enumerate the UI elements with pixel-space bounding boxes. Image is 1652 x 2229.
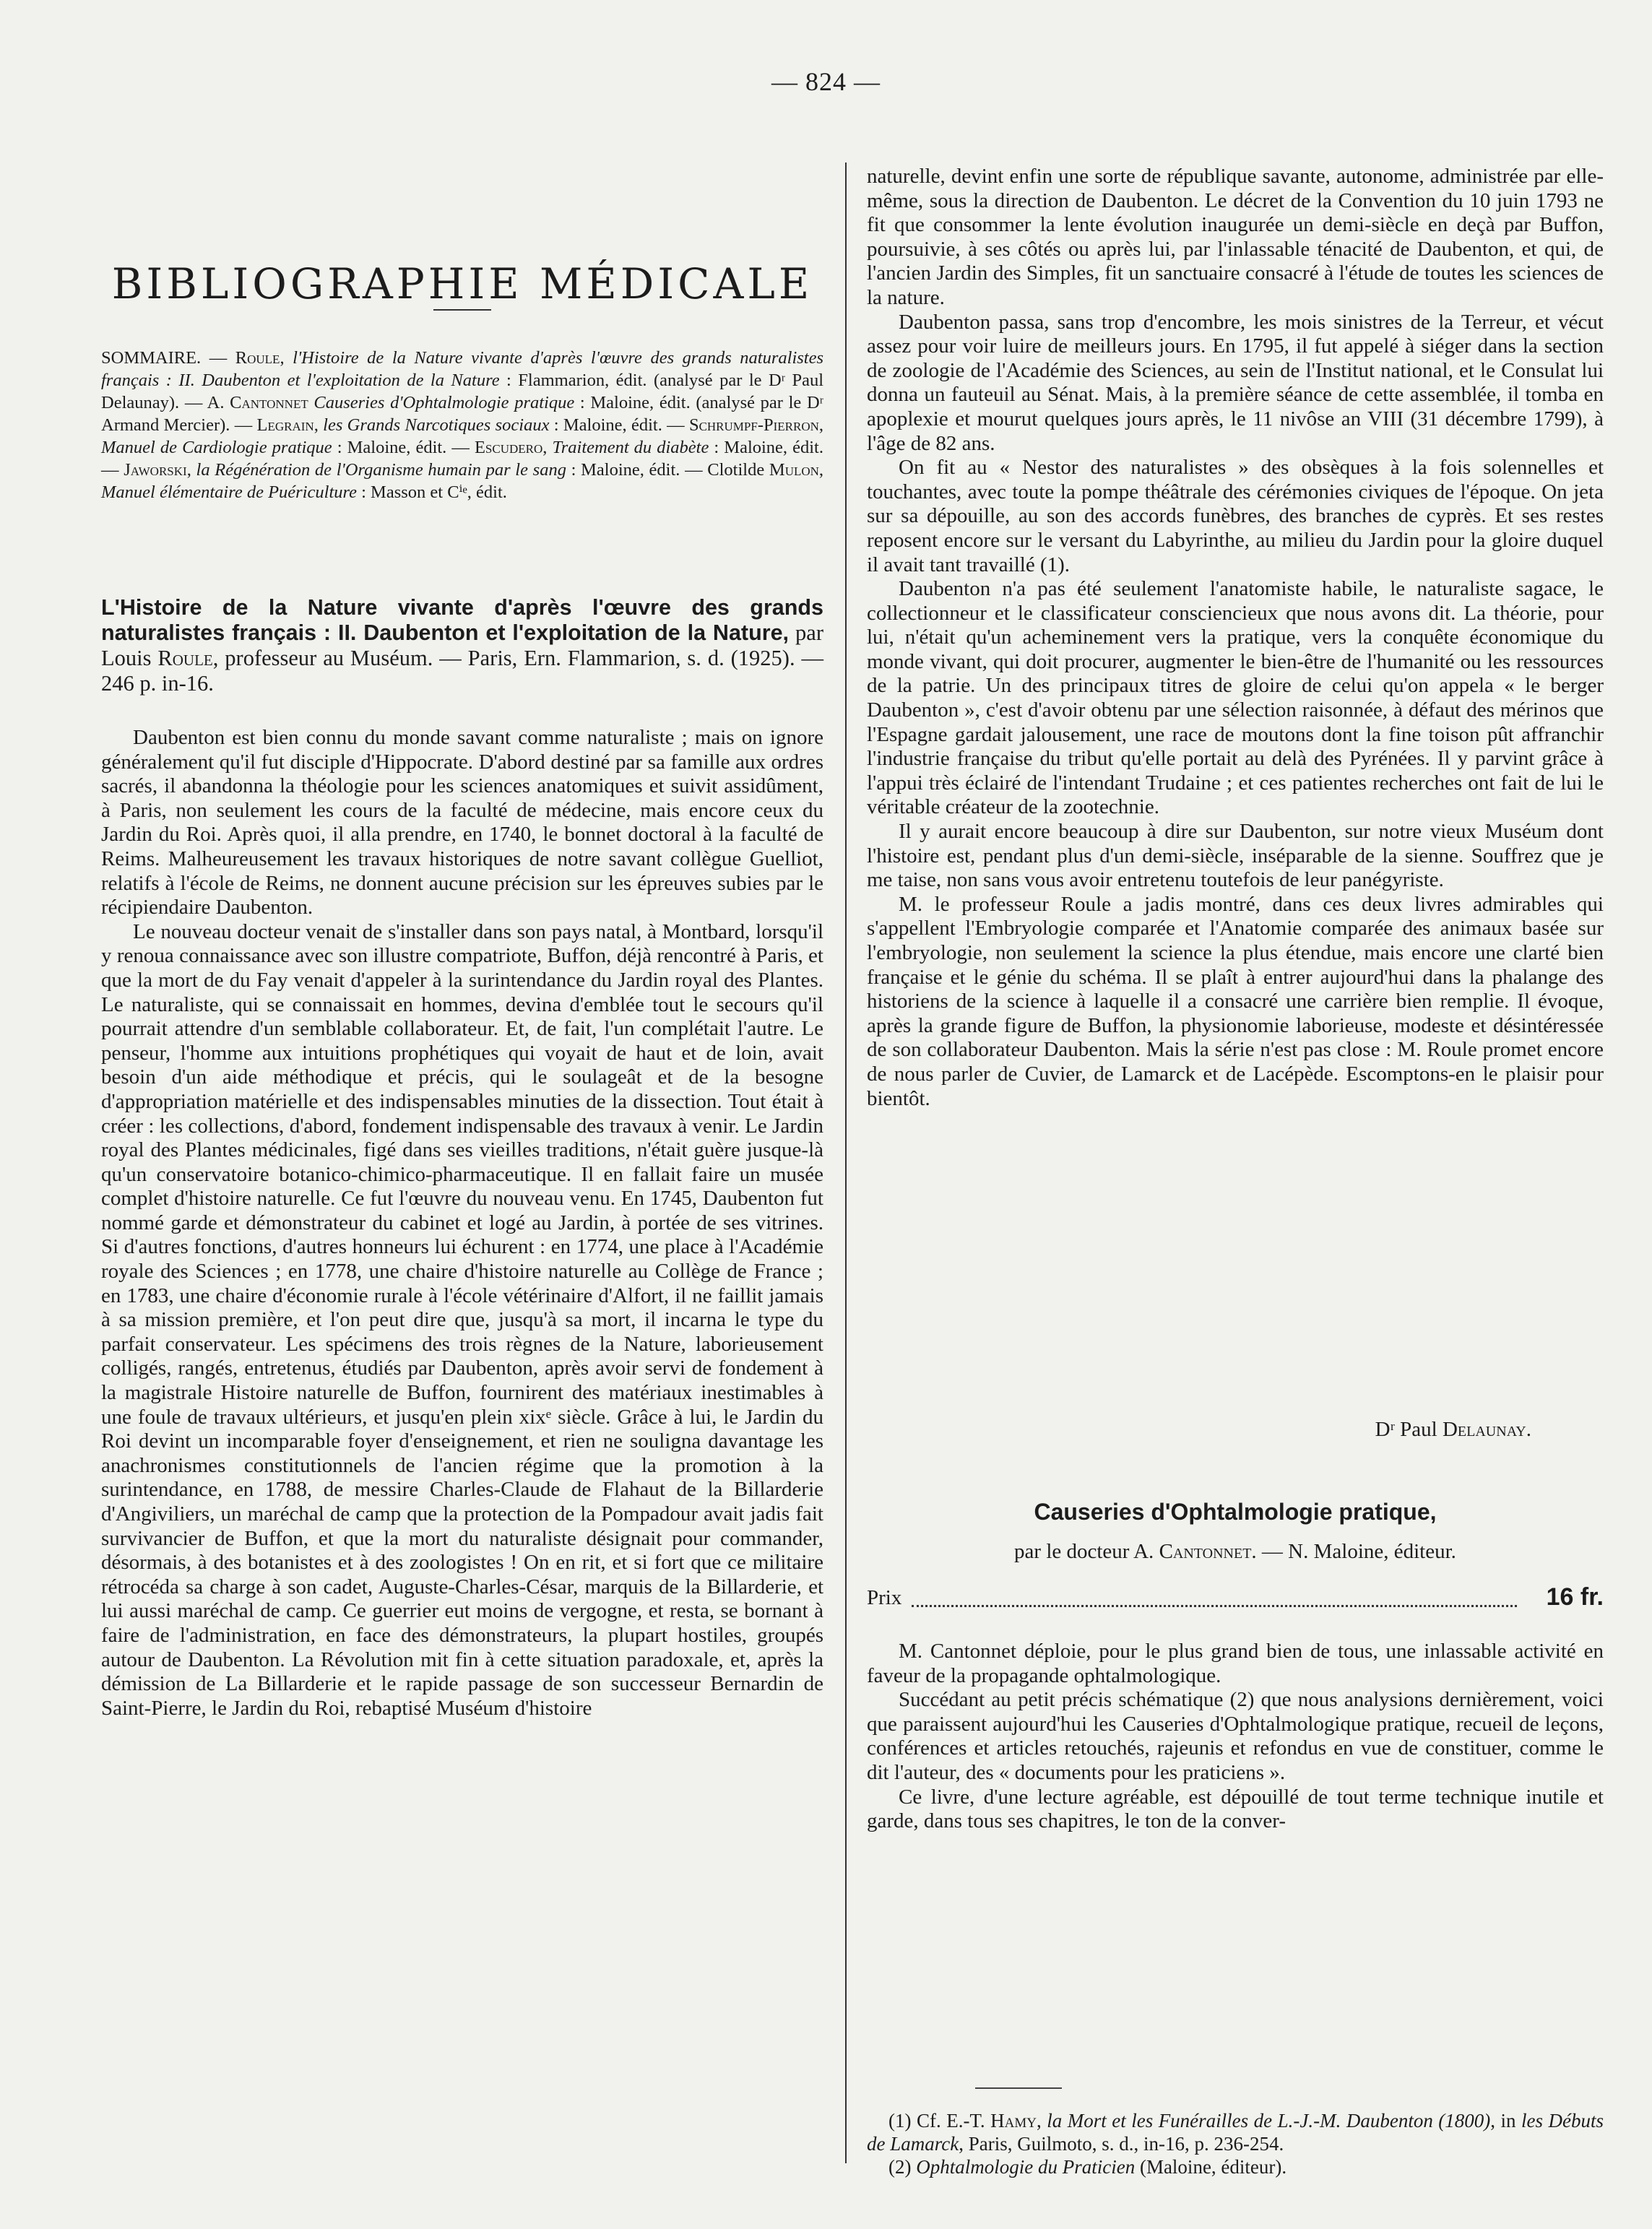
summary-run: Manuel de Cardiologie pratique (101, 438, 332, 457)
footnote-1 (867, 2109, 1604, 2155)
summary-run: : Maloine, édit. (analysé par le Dʳ Armand Mercier). — (101, 393, 823, 435)
title-rule (433, 309, 491, 311)
price-label: Prix (867, 1586, 902, 1609)
summary-run: , (542, 438, 553, 457)
footnote-run: (2) (888, 2156, 917, 2178)
price-value: 16 fr. (1546, 1583, 1604, 1611)
summary-run: , (186, 460, 196, 480)
byline-author: Cantonnet (1159, 1540, 1252, 1563)
paragraph: Daubenton n'a pas été seulement l'anatomiste habile, le naturaliste sagace, le collectionneur et le classificateur consciencieux que nous avons dit. La théorie, pour lui, n'était qu'un acheminement vers la pratique, vers la conquête économique du monde vivant, qui doit procurer, augmenter le bien-être de l'humanité ou les ressources de la patrie. Un des principaux titres de gloire de celui qu'on appela « le berger Daubenton », c'est d'avoir obtenu par une sélection raisonnée, à défaut des mérinos que l'Espagne gardait jalousement, une race de moutons dont la fine toison pût affranchir l'industrie française du tribut qu'elle portait au delà des Pyrénées. Il y parvint grâce à l'appui très éclairé de l'intendant Trudaine ; et ces patientes recherches ont fait de lui le véritable créateur de la zootechnie. (867, 577, 1604, 819)
article-heading-title: L'Histoire de la Nature vivante d'après l'œuvre des grands naturalistes français : II. Daubenton et l'exploitation de la Nature, (101, 595, 823, 645)
summary (101, 347, 823, 503)
summary-run: Escudero (474, 438, 543, 457)
paragraph: M. Cantonnet déploie, pour le plus grand bien de tous, une inlassable activité en faveur de la propagande ophtalmologique. (867, 1640, 1604, 1687)
byline-prefix: par le docteur A. (1014, 1540, 1159, 1563)
summary-run: : Maloine, édit. — (332, 438, 475, 457)
paragraph: Daubenton est bien connu du monde savant comme naturaliste ; mais on ignore généralement qu'il fut disciple d'Hippocrate. D'abord destiné par sa famille aux ordres sacrés, il abandonna la théologie pour les sciences anatomiques et suivit assidûment, à Paris, non seulement les cours de la faculté de médecine, mais encore ceux du Jardin du Roi. Après quoi, il alla prendre, en 1740, le bonnet doctoral à la faculté de Reims. Malheureusement les travaux historiques de notre savant collègue Guelliot, relatifs à l'école de Reims, ne donnent aucune précision sur les épreuves subies par le récipiendaire Daubenton. (101, 726, 823, 919)
paragraph: M. le professeur Roule a jadis montré, dans ces deux livres admirables qui s'appellent l'Embryologie comparée et l'Anatomie comparée des animaux basée sur l'embryologie, non seulement la science la plus étendue, mais encore une clarté bien française et le génie du schéma. Il se plaît à entrer aujourd'hui dans la phalange des historiens de la science à laquelle il a consacré une carrière bien remplie. Il évoque, après la grande figure de Buffon, la physionomie laborieuse, modeste et désintéressée de son collaborateur Daubenton. Mais la série n'est pas close : M. Roule promet encore de nous parler de Cuvier, de Lamarck et de Lacépède. Escomptons-en le plaisir pour bientôt. (867, 892, 1604, 1110)
paragraph: Succédant au petit précis schématique (2) que nous analysions dernièrement, voici que paraissent aujourd'hui les Causeries d'Ophtalmologique pratique, recueil de leçons, conférences et articles retouchés, rajeunis et refondus en vue de constituer, comme le dit l'auteur, des « documents pour les praticiens ». (867, 1688, 1604, 1784)
footnote-run: les Débuts de Lamarck (867, 2110, 1604, 2155)
footnote-run: (1) Cf. E.-T. (888, 2110, 991, 2131)
column-divider (845, 163, 847, 2163)
paragraph: Ce livre, d'une lecture agréable, est dépouillé de tout terme technique inutile et garde, dans tous ses chapitres, le ton de la conver- (867, 1785, 1604, 1833)
footnote-run: la Mort et les Funérailles de L.-J.-M. Daubenton (1800) (1047, 2110, 1491, 2131)
footnote-rule (975, 2087, 1062, 2089)
summary-run: , (818, 460, 824, 480)
summary-run: : Masson et Cⁱᵉ, édit. (357, 482, 507, 502)
summary-run: Legrain (256, 415, 314, 435)
page-number: — 824 — (771, 67, 881, 96)
summary-label: SOMMAIRE. — (101, 348, 235, 368)
paragraph: On fit au « Nestor des naturalistes » des obsèques à la fois solennelles et touchantes, avec toute la pompe théâtrale des cérémonies civiques de l'époque. On jeta sur sa dépouille, au son des accords funèbres, des branches de cyprès. Et ses restes reposent encore sur le versant du Labyrinthe, au milieu du Jardin pour la gloire duquel il avait tant travaillé (1). (867, 456, 1604, 576)
paragraph: Daubenton passa, sans trop d'encombre, les mois sinistres de la Terreur, et vécut assez pour voir luire de meilleurs jours. En 1795, il fut appelé à siéger dans la section de zoologie de l'Académie des Sciences, au sein de l'Institut national, et le Consulat lui donna un fauteuil au Sénat. Mais, à la première séance de cette assemblée, il tomba en apoplexie et mourut quelques jours après, le 11 nivôse an VIII (31 décembre 1799), à l'âge de 82 ans. (867, 310, 1604, 455)
signature-name: Delaunay (1442, 1418, 1526, 1441)
summary-run: : Maloine, édit. — Clotilde (566, 460, 769, 480)
price-line (867, 1583, 1604, 1615)
footnote-run: Ophtalmologie du Praticien (916, 2156, 1136, 2178)
summary-run: : Maloine, édit. — (549, 415, 689, 435)
footnote-run: , in (1490, 2110, 1522, 2131)
footnotes (867, 2109, 1604, 2178)
article-heading-by: par Louis (101, 620, 823, 670)
summary-run: , (818, 415, 824, 435)
left-body (101, 726, 823, 1721)
signature-suffix: . (1526, 1418, 1531, 1441)
summary-run: l'Histoire de la Nature vivante d'après l'œuvre des grands naturalistes français : II. Daubenton et l'exploitation de la Nature (101, 348, 824, 390)
summary-run: les Grands Narcotiques sociaux (323, 415, 550, 435)
article-heading-rest: , professeur au Muséum. — Paris, Ern. Flammarion, s. d. (1925). — 246 p. in-16. (101, 646, 823, 696)
article-heading-author: Roule (157, 646, 213, 670)
summary-run: : Maloine, édit. — (101, 438, 823, 480)
summary-run: Manuel élémentaire de Puériculture (101, 482, 357, 502)
summary-run: Jaworski (124, 460, 187, 480)
summary-run: Roule (235, 348, 280, 368)
section-title: BIBLIOGRAPHIE MÉDICALE (111, 259, 813, 308)
summary-run: , (313, 415, 324, 435)
summary-run: Cantonnet (230, 393, 308, 412)
right-body (867, 165, 1604, 1111)
summary-run: Traitement du diabète (552, 438, 709, 457)
footnote-run: Hamy (990, 2110, 1037, 2131)
paragraph: naturelle, devint enfin une sorte de république savante, autonome, administrée par elle-même, sous la direction de Daubenton. Le décret de la Convention du 10 juin 1793 ne fit que consommer la lente évolution inaugurée un demi-siècle en deçà par Buffon, poursuivie, à ses côtés ou après lui, par l'inlassable ténacité de Daubenton, et qui, de l'ancien Jardin des Simples, fit un sanctuaire consacré à l'étude de toutes les sciences de la nature. (867, 165, 1604, 309)
summary-entries (101, 348, 823, 502)
footnote-run: , Paris, Guilmoto, s. d., in-16, p. 236-254. (959, 2133, 1284, 2155)
review-title: Causeries d'Ophtalmologie pratique, (1034, 1499, 1437, 1525)
summary-run: Schrumpf-Pierron (688, 415, 819, 435)
summary-run: Mulon (769, 460, 819, 480)
article-heading (101, 595, 823, 696)
footnote-run: (Maloine, éditeur). (1135, 2156, 1287, 2178)
footnote-run: , (1037, 2110, 1047, 2131)
summary-run: la Régénération de l'Organisme humain par le sang (196, 460, 566, 480)
summary-run: , (280, 348, 293, 368)
review-byline (867, 1540, 1604, 1564)
signature-prefix: Dʳ Paul (1375, 1418, 1443, 1441)
summary-run: : Flammarion, édit. (analysé par le Dʳ Paul Delaunay). — A. (101, 371, 823, 412)
review-body (867, 1640, 1604, 1834)
price-leader-dots (912, 1605, 1517, 1607)
paragraph: Le nouveau docteur venait de s'installer dans son pays natal, à Montbard, lorsqu'il y renoua connaissance avec son illustre compatriote, Buffon, déjà rencontré à Paris, et que la mort de du Fay venait d'appeler à la surintendance du Jardin royal des Plantes. Le naturaliste, qui se connaissait en hommes, devina d'emblée tout le secours qu'il pourrait attendre d'un semblable collaborateur. Et, de fait, l'un complétait l'autre. Le penseur, l'homme aux intuitions prophétiques qui voyait de haut et de loin, avait besoin d'un aide méthodique et précis, qui le soulageât et de la besogne d'appropriation matérielle et des indispensables minuties de la dissection. Tout était à créer : les collections, d'abord, fondement indispensable des travaux à venir. Le Jardin royal des Plantes médicinales, figé dans ses vieilles traditions, n'était guère jusque-là qu'un conservatoire botanico-chimico-pharmaceutique. Il en fallait faire un musée complet d'histoire naturelle. Ce fut l'œuvre du nouveau venu. En 1745, Daubenton fut nommé garde et démonstrateur du cabinet et logé au Jardin, à portée de ses vitrines. Si d'autres fonctions, d'autres honneurs lui échurent : en 1774, une place à l'Académie royale des Sciences ; en 1778, une chaire d'histoire naturelle au Collège de France ; en 1783, une chaire d'économie rurale à l'école vétérinaire d'Alfort, il ne faillit jamais à sa mission première, et l'on peut dire que, jusqu'à sa mort, il incarna le type du parfait conservateur. Les spécimens des trois règnes de la Nature, laborieusement colligés, rangés, entretenus, étudiés par Daubenton, après avoir servi de fondement à la magistrale Histoire naturelle de Buffon, fournirent des matériaux inestimables à une foule de travaux ultérieurs, et jusqu'en plein xixᵉ siècle. Grâce à lui, le Jardin du Roi devint un incomparable foyer d'enseignement, et rien ne souligna davantage les anachronismes constitutionnels de l'ancien régime que la promotion à la surintendance, en 1788, de messire Charles-Claude de Flahaut de la Billarderie d'Angiviliers, un maréchal de camp que la protection de la Pompadour avait jadis fait survivancier de Buffon, et que la mort du naturaliste désignait pour commander, désormais, à des botanistes et à des zoologistes ! On en rit, et si fort que ce militaire rétrocéda sa charge à son cadet, Auguste-Charles-César, marquis de la Billarderie, et lui aussi maréchal de camp. Ce guerrier eut moins de vergogne, et resta, se bornant à faire de l'administration, en face des démonstrateurs, la plupart hostiles, groupés autour de Daubenton. La Révolution mit fin à cette situation paradoxale, et, après la démission de La Billarderie et le rapide passage de son successeur Bernardin de Saint-Pierre, le Jardin du Roi, rebaptisé Muséum d'histoire (101, 919, 823, 1720)
summary-run: Causeries d'Ophtalmologie pratique (313, 393, 575, 412)
paragraph: Il y aurait encore beaucoup à dire sur Daubenton, sur notre vieux Muséum dont l'histoire est, pendant plus d'un demi-siècle, inséparable de la sienne. Souffrez que je me taise, non sans vous avoir entretenu toutefois de leur panégyriste. (867, 820, 1604, 892)
footnote-2 (867, 2155, 1604, 2178)
byline-suffix: . — N. Maloine, éditeur. (1251, 1540, 1456, 1563)
signature (867, 1418, 1531, 1442)
